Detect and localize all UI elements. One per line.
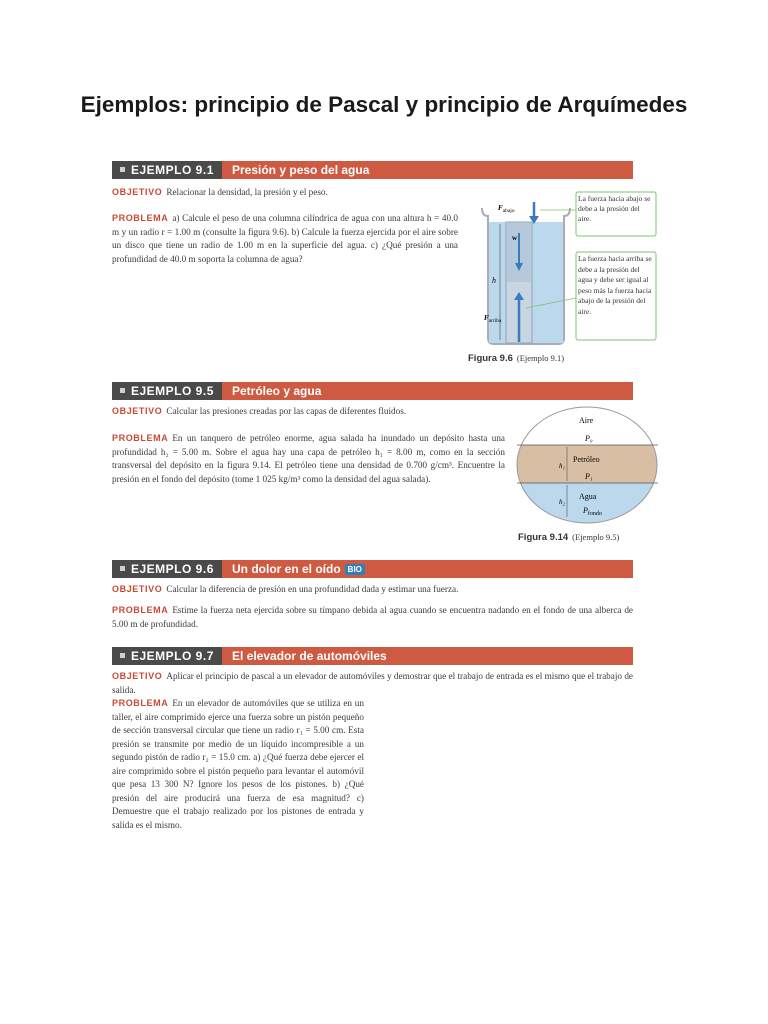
figure-9-6: [470, 188, 660, 348]
objetivo-9-6: OBJETIVO Calcular la diferencia de presión en una profundidad dada y estimar una fuerza.: [112, 584, 459, 594]
example-title: Un dolor en el oído BIO: [232, 560, 365, 578]
pfondo-label: $P_{fondo}$: [583, 506, 602, 517]
example-title: Presión y peso del agua: [232, 163, 370, 177]
bio-badge: BIO: [345, 564, 365, 575]
agua-label: Agua: [579, 492, 597, 501]
problema-9-7: PROBLEMA En un elevador de automóviles que se utiliza en un taller, el aire comprimido ejerce una fuerza sobre un pistón pequeño de sección transversal circular que tiene un radio r₁ = 5.00 cm. Esta presión se transmite por medio de un líquido incompresible a un segundo pistón de radio r₂ = 15.0 cm. a) ¿Qué fuerza debe ejercer el aire comprimido sobre el pistón pequeño para levantar el automóvil que pesa 13 300 N? Ignore los pesos de los pistones. b) ¿Qué presión del aire producirá una fuerza de esa magnitud? c) Demuestre que el trabajo realizado por los pistones de entrada y salida es el mismo.: [112, 698, 364, 830]
objetivo-9-7: OBJETIVO Aplicar el principio de pascal a un elevador de automóviles y demostrar que el trabajo de entrada es el mismo que el trabajo de salida.: [112, 671, 633, 695]
example-tag: EJEMPLO 9.6: [112, 560, 222, 578]
h-label: h: [492, 276, 496, 285]
f-arriba-label: $F_{arriba}$: [484, 314, 502, 324]
petroleo-label: Petróleo: [573, 455, 600, 464]
note-bottom: La fuerza hacia arriba se debe a la presión del agua y debe ser igual al peso más la fuerza hacia abajo de la presión del aire.: [578, 254, 652, 316]
p1-label: P₁: [585, 472, 593, 481]
aire-label: Aire: [579, 416, 594, 425]
problema-9-5: PROBLEMA En un tanquero de petróleo enorme, agua salada ha inundado un depósito hasta una profundidad h₂ = 5.00 m. Sobre el agua hay una capa de petróleo h₁ = 8.00 m, como en la sección transversal del depósito en la figura 9.14. El petróleo tiene una densidad de 0.700 g/cm³. Encuentre la presión en el fondo del depósito (tome 1 025 kg/m³ como la densidad del agua salada).: [112, 433, 505, 484]
h2-label: h₂: [559, 498, 565, 506]
problema-9-6: PROBLEMA Estime la fuerza neta ejercida sobre su tímpano debida al agua cuando se encuentra nadando en el fondo de una alberca de 5.00 m de profundidad.: [112, 605, 633, 629]
note-top: La fuerza hacia abajo se debe a la presión del aire.: [578, 194, 651, 223]
example-tag: EJEMPLO 9.1: [112, 161, 222, 179]
example-header-9-1: [112, 161, 633, 179]
example-tag: EJEMPLO 9.5: [112, 382, 222, 400]
example-title: Petróleo y agua: [232, 384, 322, 398]
problema-9-1: PROBLEMA a) Calcule el peso de una columna cilíndrica de agua con una altura h = 40.0 m y un radio r = 1.00 m (consulte la figura 9.6). b) Calcule la fuerza ejercida por el aire sobre un disco que tiene un radio de 1.00 m en la superficie del agua. c) ¿Qué presión a una profundidad de 40.0 m soporta la columna de agua?: [112, 213, 458, 264]
w-label: w: [512, 234, 518, 242]
figure-caption-9-6: Figura 9.6 (Ejemplo 9.1): [468, 353, 565, 364]
example-header-9-7: [112, 647, 633, 665]
example-tag: EJEMPLO 9.7: [112, 647, 222, 665]
f-abajo-label: $F_{abajo}$: [498, 204, 515, 214]
example-header-9-6: [112, 560, 633, 578]
example-title: El elevador de automóviles: [232, 649, 387, 663]
objetivo-9-5: OBJETIVO Calcular las presiones creadas por las capas de diferentes fluidos.: [112, 406, 407, 416]
p0-label: P₀: [585, 434, 593, 443]
h1-label: h₁: [559, 462, 565, 470]
figure-9-14: [515, 405, 660, 525]
example-header-9-5: [112, 382, 633, 400]
figure-caption-9-14: Figura 9.14 (Ejemplo 9.5): [518, 532, 620, 543]
objetivo-9-1: OBJETIVO Relacionar la densidad, la presión y el peso.: [112, 187, 328, 197]
page-title: Ejemplos: principio de Pascal y principio de Arquímedes: [80, 92, 688, 117]
